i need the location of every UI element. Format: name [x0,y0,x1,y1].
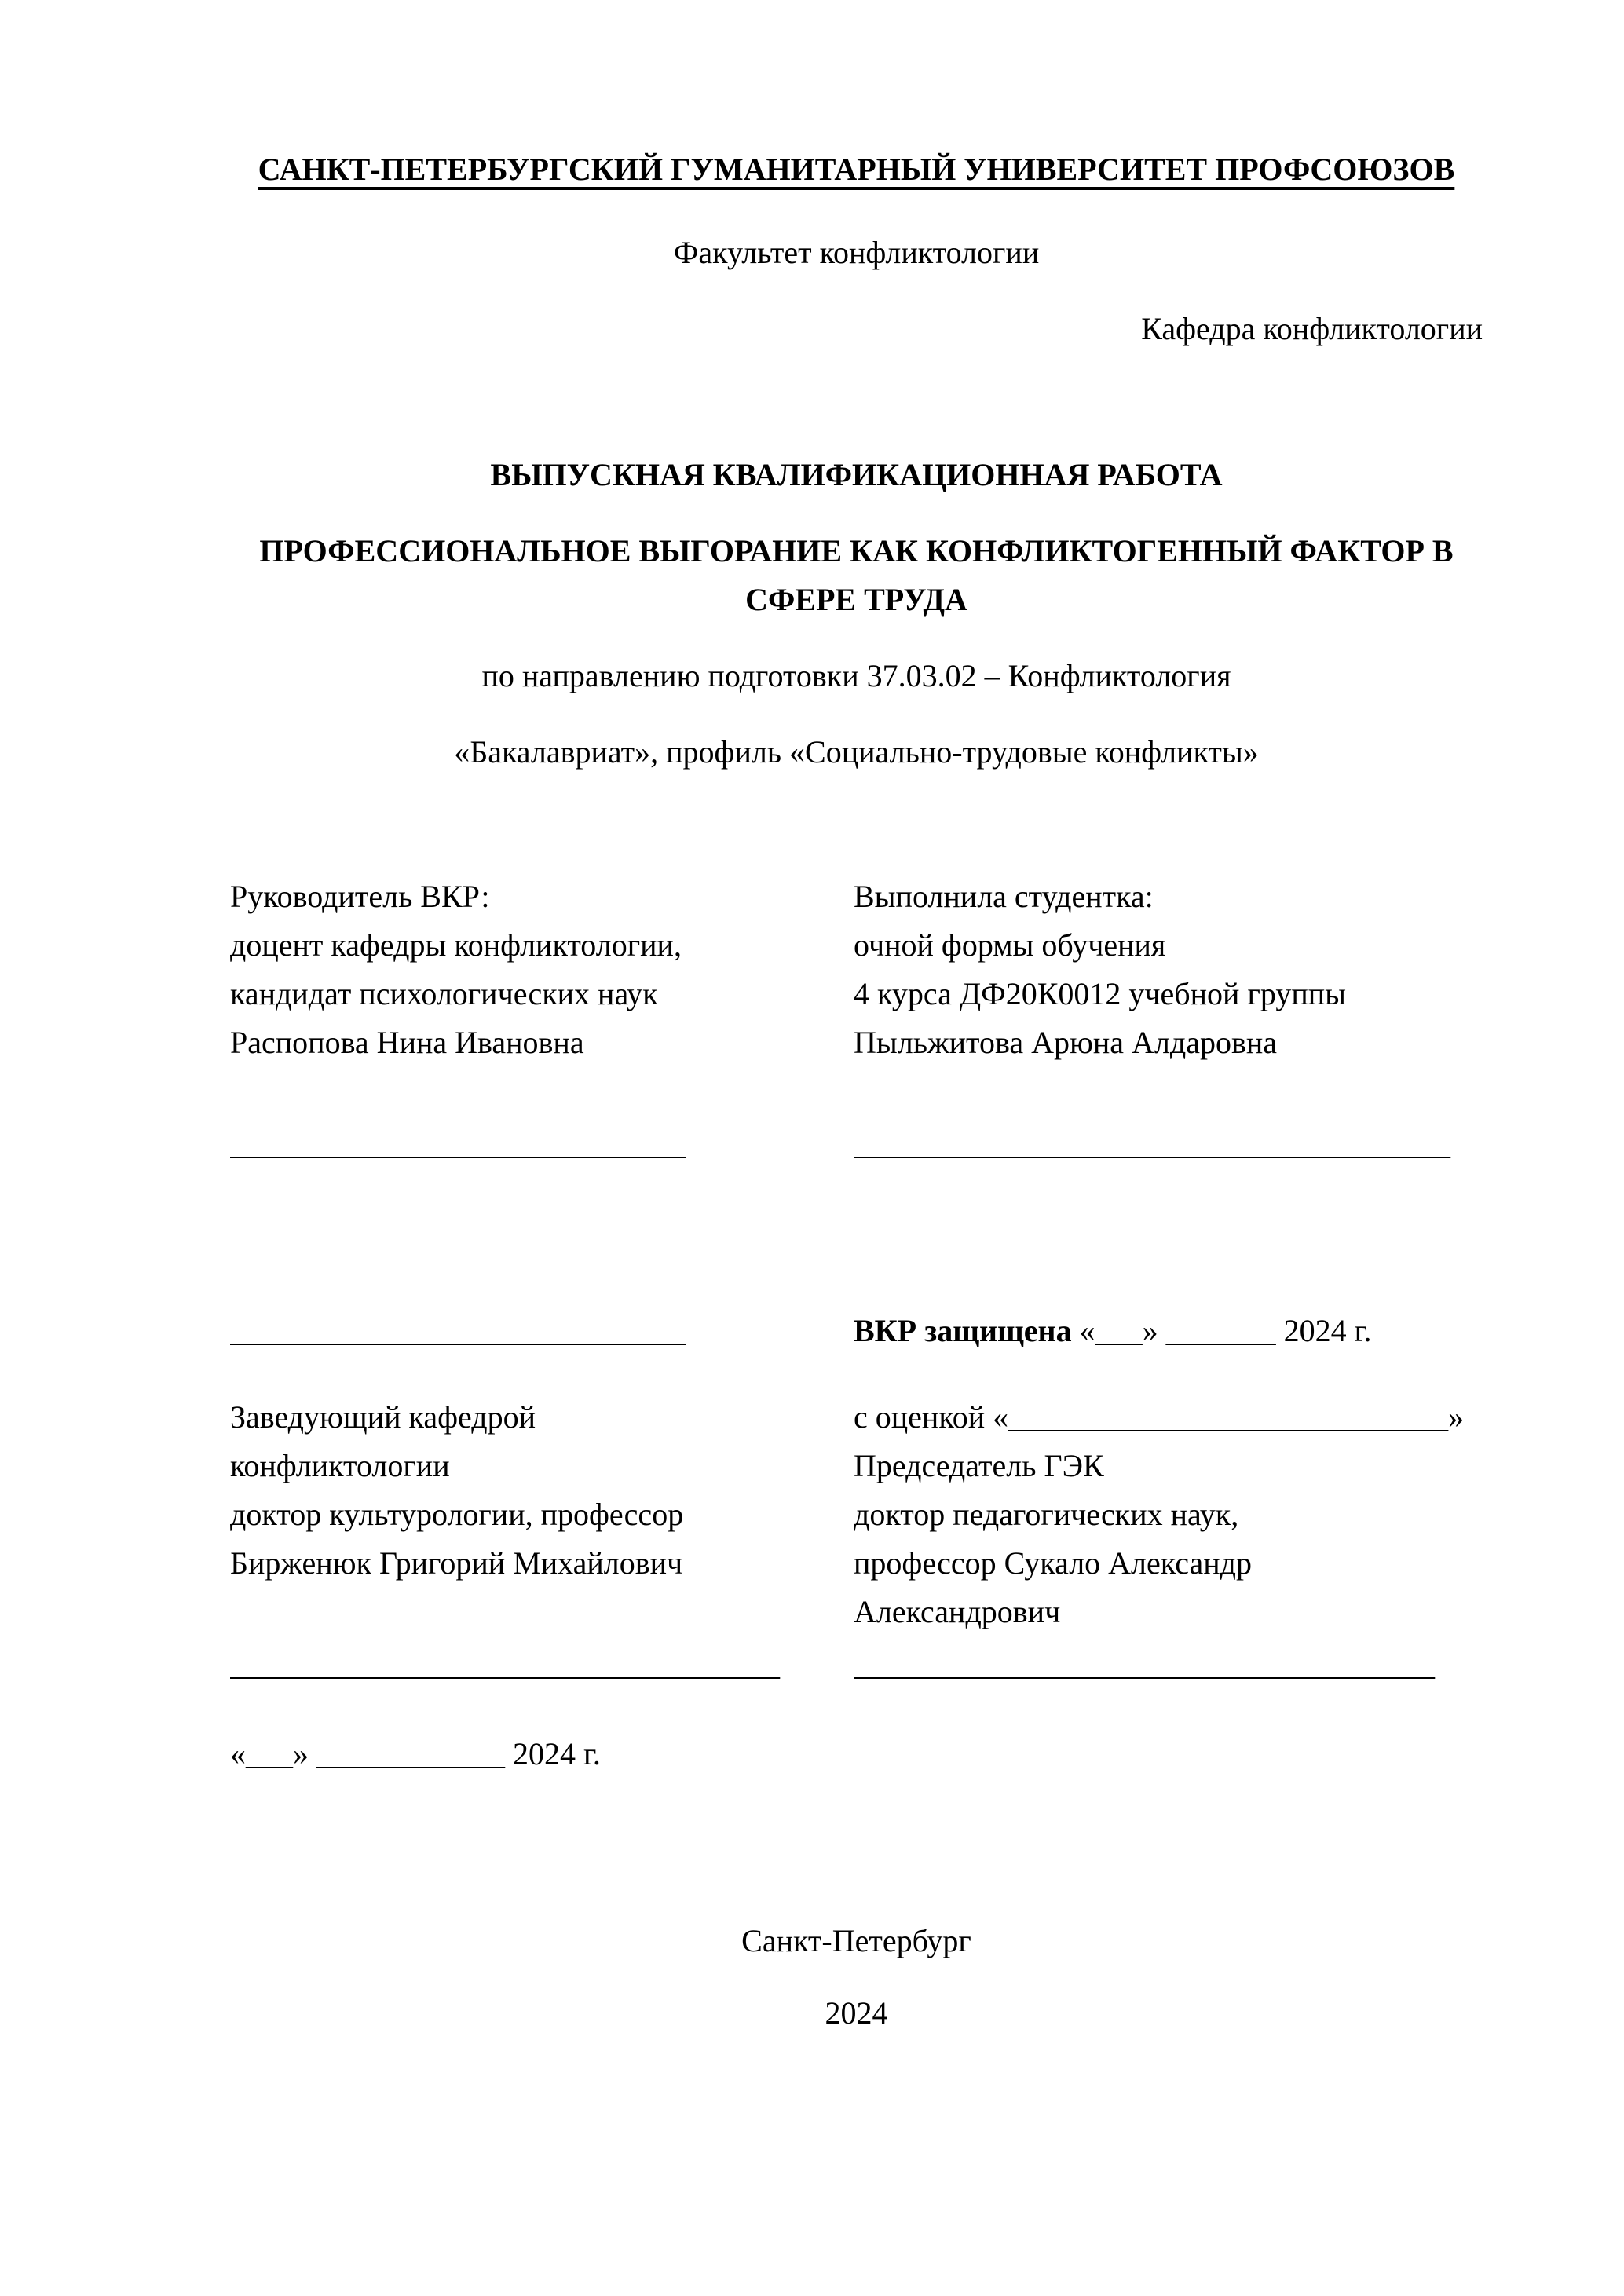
student-block [854,872,1483,1067]
head-name: Бирженюк Григорий Михайлович [230,1545,683,1581]
supervisor-signature-line: _____________________________ [230,1126,686,1161]
supervisor-student-block [230,872,1483,1067]
supervisor-heading: Руководитель ВКР: [230,879,490,914]
supervisor-block [230,872,854,1067]
study-profile: «Бакалавриат», профиль «Социально-трудовые конфликты» [454,734,1259,770]
signature-row-3 [230,1640,1483,1689]
thesis-topic: ПРОФЕССИОНАЛЬНОЕ ВЫГОРАНИЕ КАК КОНФЛИКТОГЕННЫЙ ФАКТОР В СФЕРЕ ТРУДА [259,533,1454,617]
signature-row-2 [230,1307,1483,1355]
supervisor-position-line: доцент кафедры конфликтологии, [230,927,682,963]
study-direction: по направлению подготовки 37.03.02 – Конфликтология [481,658,1231,693]
chairman-name-line-1: профессор Сукало Александр [854,1545,1252,1581]
head-date-line: «___» ____________ 2024 г. [230,1736,601,1771]
defense-blank: «___» _______ 2024 г. [1071,1313,1372,1348]
university-name: САНКТ-ПЕТЕРБУРГСКИЙ ГУМАНИТАРНЫЙ УНИВЕРСИТЕТ ПРОФСОЮЗОВ [258,152,1455,187]
supervisor-name: Распопова Нина Ивановна [230,1025,584,1060]
year: 2024 [825,1995,888,2031]
supervisor-degree-line: кандидат психологических наук [230,976,658,1011]
signature-row-1 [230,1120,1483,1168]
chairman-title-line: Председатель ГЭК [854,1448,1104,1483]
head-degree-line: доктор культурологии, профессор [230,1497,684,1532]
chairman-degree-line: доктор педагогических наук, [854,1497,1239,1532]
city-name: Санкт-Петербург [741,1923,971,1958]
faculty-name: Факультет конфликтологии [673,235,1040,270]
student-group-line: 4 курса ДФ20К0012 учебной группы [854,976,1347,1011]
defense-date-line [854,1307,1483,1355]
chairman-block [854,1393,1483,1636]
chairman-name-line-2: Александрович [854,1594,1061,1629]
work-type-heading: ВЫПУСКНАЯ КВАЛИФИКАЦИОННАЯ РАБОТА [490,457,1223,492]
head-of-department-block [230,1393,854,1636]
department-name: Кафедра конфликтологии [1141,311,1483,346]
head-title-line: Заведующий кафедрой [230,1399,536,1435]
student-heading: Выполнила студентка: [854,879,1154,914]
head-signature-line: _____________________________ [230,1313,686,1348]
chairman-signature-line: _____________________________________ [854,1647,1435,1682]
head-chairman-block [230,1393,1483,1636]
head-department-line: конфликтологии [230,1448,450,1483]
head-signature-line-2: ___________________________________ [230,1647,780,1682]
student-signature-line: ______________________________________ [854,1126,1450,1161]
grade-line: с оценкой «____________________________» [854,1399,1465,1435]
student-name: Пыльжитова Арюна Алдаровна [854,1025,1278,1060]
defense-label: ВКР защищена [854,1313,1072,1348]
student-form-line: очной формы обучения [854,927,1166,963]
